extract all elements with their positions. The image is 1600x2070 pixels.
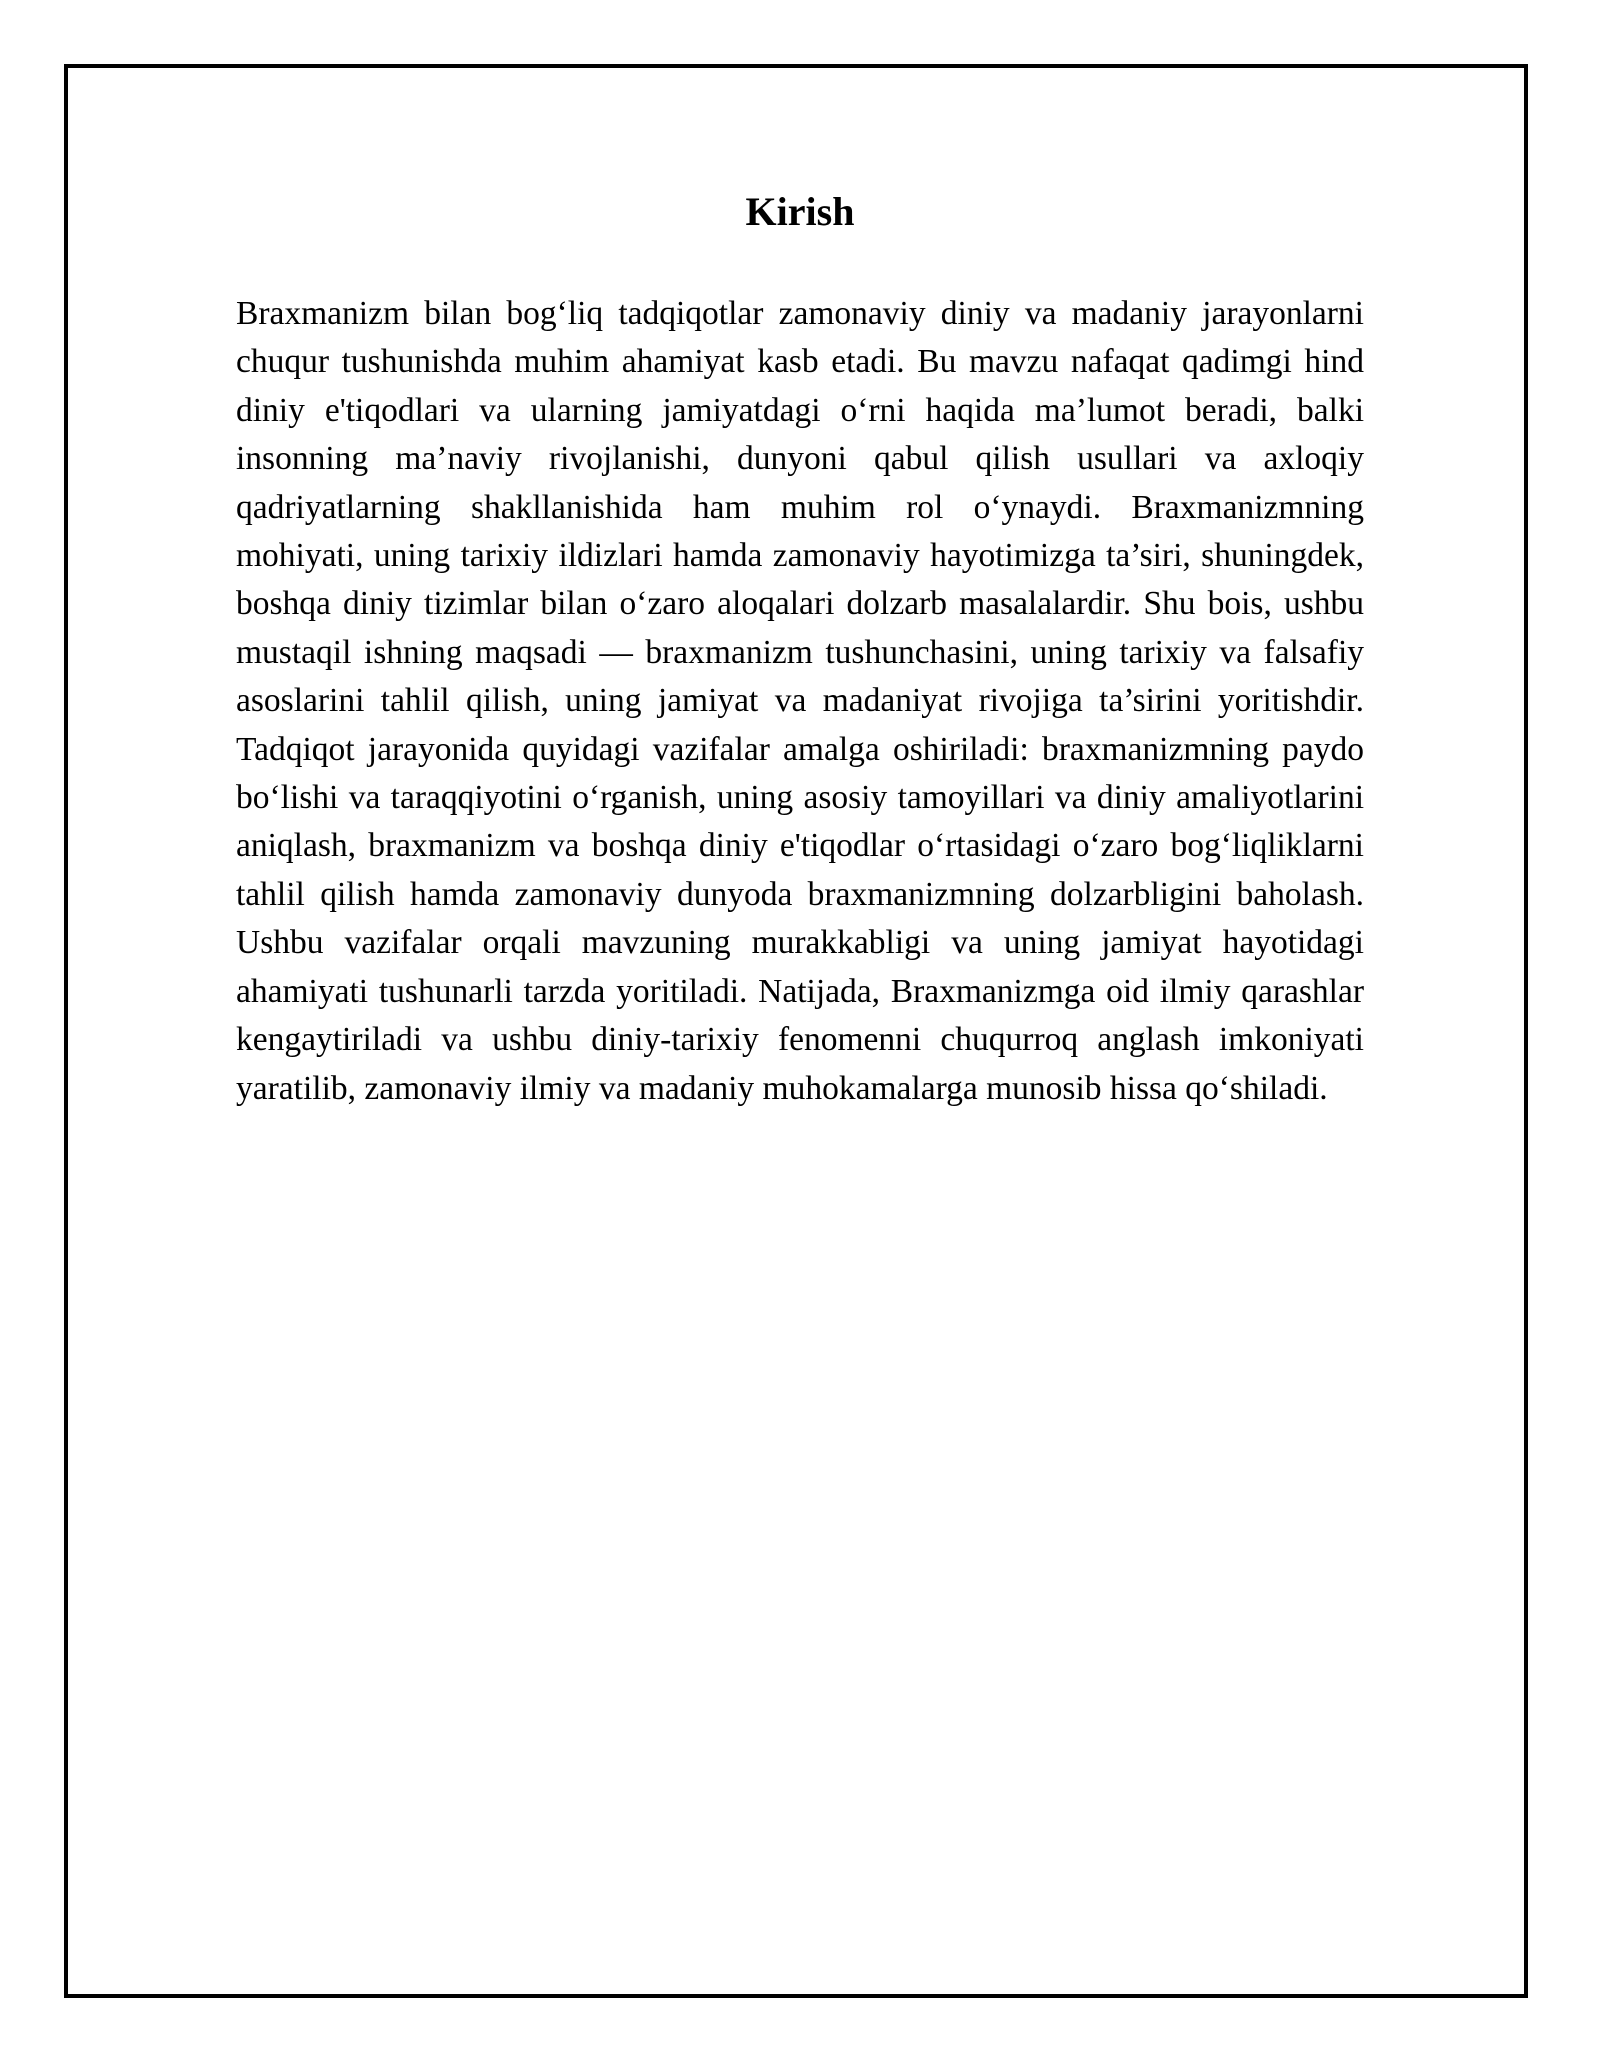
body-paragraph: Braxmanizm bilan bog‘liq tadqiqotlar zamonaviy diniy va madaniy jarayonlarni chuqur tushunishda muhim ahamiyat kasb etadi. Bu mavzu nafaqat qadimgi hind diniy e'tiqodlari va ularning jamiyatdagi o‘rni haqida ma’lumot beradi, balki insonning ma’naviy rivojlanishi, dunyoni qabul qilish usullari va axloqiy qadriyatlarning shakllanishida ham muhim rol o‘ynaydi. Braxmanizmning mohiyati, uning tarixiy ildizlari hamda zamonaviy hayotimizga ta’siri, shuningdek, boshqa diniy tizimlar bilan o‘zaro aloqalari dolzarb masalalardir. Shu bois, ushbu mustaqil ishning maqsadi — braxmanizm tushunchasini, uning tarixiy va falsafiy asoslarini tahlil qilish, uning jamiyat va madaniyat rivojiga ta’sirini yoritishdir. Tadqiqot jarayonida quyidagi vazifalar amalga oshiriladi: braxmanizmning paydo bo‘lishi va taraqqiyotini o‘rganish, uning asosiy tamoyillari va diniy amaliyotlarini aniqlash, braxmanizm va boshqa diniy e'tiqodlar o‘rtasidagi o‘zaro bog‘liqliklarni tahlil qilish hamda zamonaviy dunyoda braxmanizmning dolzarbligini baholash. Ushbu vazifalar orqali mavzuning murakkabligi va uning jamiyat hayotidagi ahamiyati tushunarli tarzda yoritiladi. Natijada, Braxmanizmga oid ilmiy qarashlar kengaytiriladi va ushbu diniy-tarixiy fenomenni chuqurroq anglash imkoniyati yaratilib, zamonaviy ilmiy va madaniy muhokamalarga munosib hissa qo‘shiladi. <box>236 295 1364 1107</box>
page-title: Kirish <box>745 189 855 234</box>
